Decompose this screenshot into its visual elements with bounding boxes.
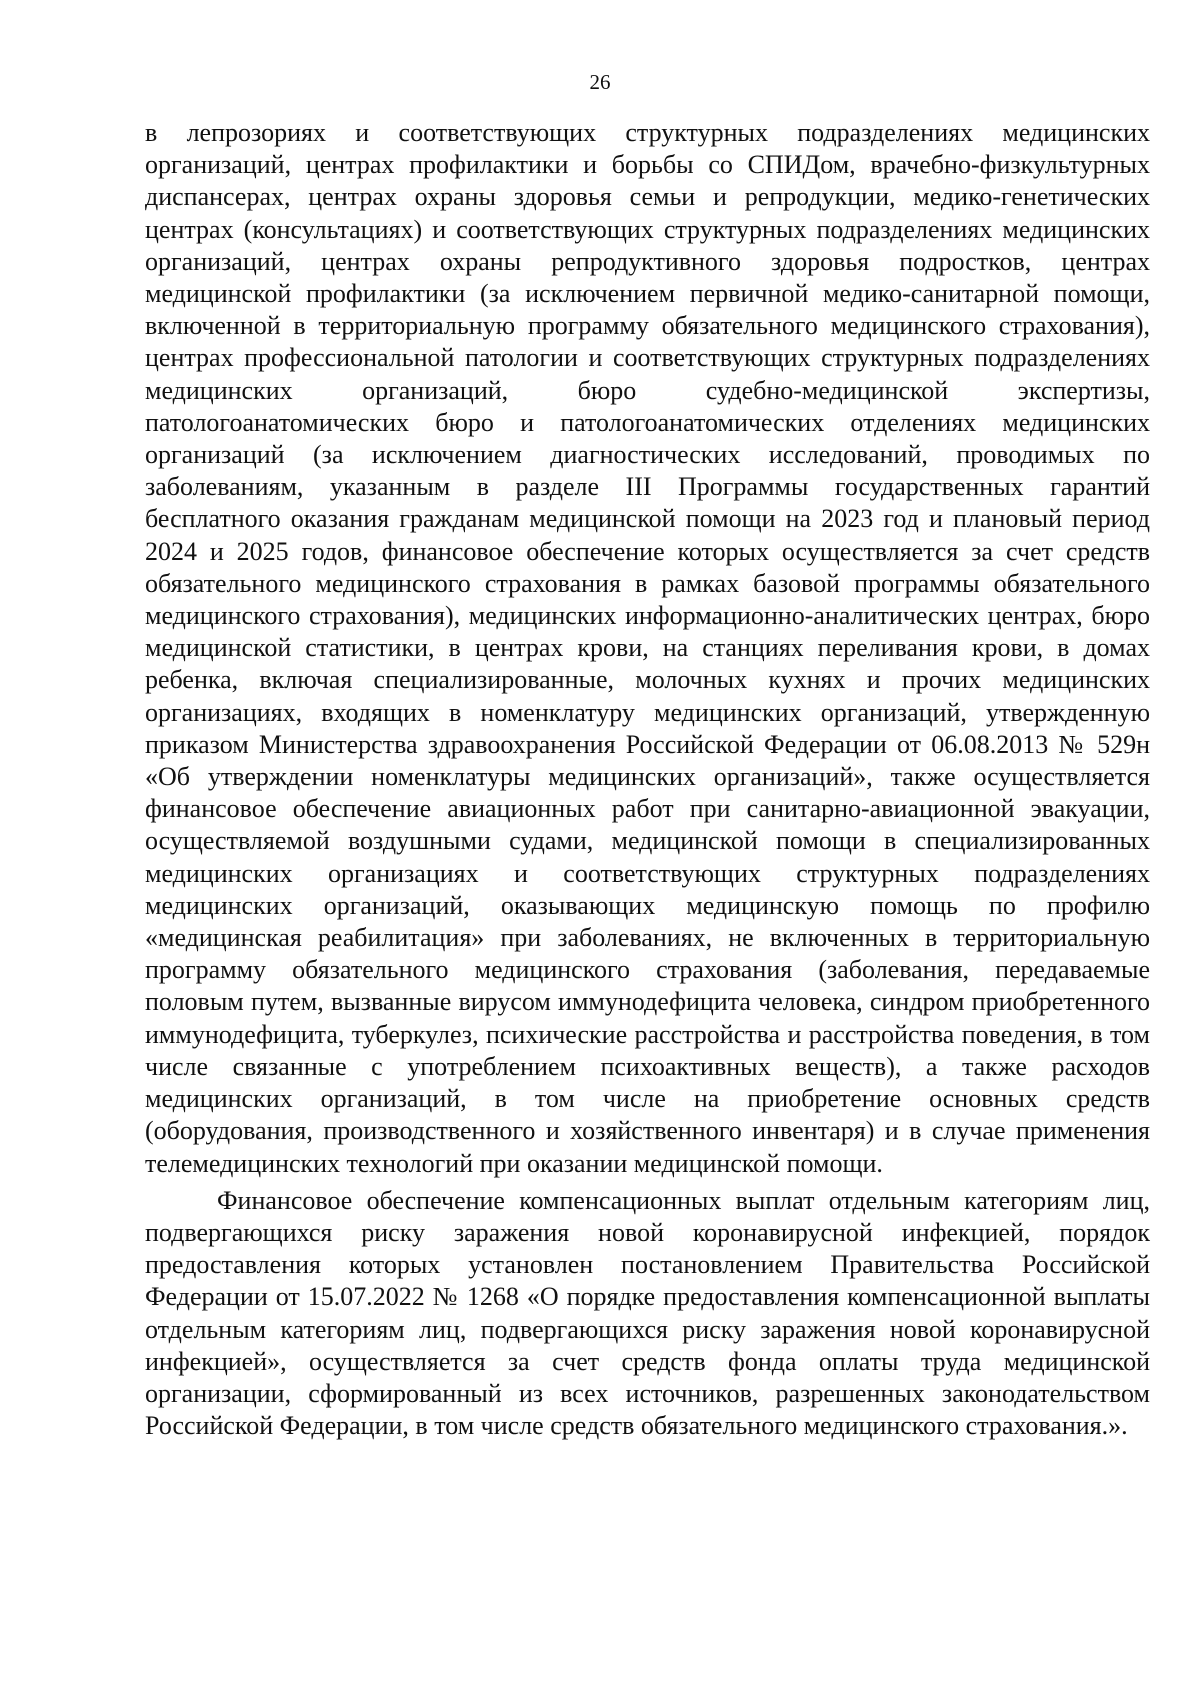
document-body [145, 117, 1150, 1442]
paragraph-continuation: в лепрозориях и соответствующих структурных подразделениях медицинских организаций, центрах профилактики и борьбы со СПИДом, врачебно-физкультурных диспансерах, центрах охраны здоровья семьи и репродукции, медико-генетических центрах (консультациях) и соответствующих структурных подразделениях медицинских организаций, центрах охраны репродуктивного здоровья подростков, центрах медицинской профилактики (за исключением первичной медико-санитарной помощи, включенной в территориальную программу обязательного медицинского страхования), центрах профессиональной патологии и соответствующих структурных подразделениях медицинских организаций, бюро судебно-медицинской экспертизы, патологоанатомических бюро и патологоанатомических отделениях медицинских организаций (за исключением диагностических исследований, проводимых по заболеваниям, указанным в разделе III Программы государственных гарантий бесплатного оказания гражданам медицинской помощи на 2023 год и плановый период 2024 и 2025 годов, финансовое обеспечение которых осуществляется за счет средств обязательного медицинского страхования в рамках базовой программы обязательного медицинского страхования), медицинских информационно-аналитических центрах, бюро медицинской статистики, в центрах крови, на станциях переливания крови, в домах ребенка, включая специализированные, молочных кухнях и прочих медицинских организациях, входящих в номенклатуру медицинских организаций, утвержденную приказом Министерства здравоохранения Российской Федерации от 06.08.2013 № 529н «Об утверждении номенклатуры медицинских организаций», также осуществляется финансовое обеспечение авиационных работ при санитарно-авиационной эвакуации, осуществляемой воздушными судами, медицинской помощи в специализированных медицинских организациях и соответствующих структурных подразделениях медицинских организаций, оказывающих медицинскую помощь по профилю «медицинская реабилитация» при заболеваниях, не включенных в территориальную программу обязательного медицинского страхования (заболевания, передаваемые половым путем, вызванные вирусом иммунодефицита человека, синдром приобретенного иммунодефицита, туберкулез, психические расстройства и расстройства поведения, в том числе связанные с употреблением психоактивных веществ), а также расходов медицинских организаций, в том числе на приобретение основных средств (оборудования, производственного и хозяйственного инвентаря) и в случае применения телемедицинских технологий при оказании медицинской помощи. [145, 118, 1150, 1178]
page-number: 26 [589, 70, 611, 94]
paragraph-compensation-payments: Финансовое обеспечение компенсационных выплат отдельным категориям лиц, подвергающихся риску заражения новой коронавирусной инфекцией, порядок предоставления которых установлен постановлением Правительства Российской Федерации от 15.07.2022 № 1268 «О порядке предоставления компенсационной выплаты отдельным категориям лиц, подвергающихся риску заражения новой коронавирусной инфекцией», осуществляется за счет средств фонда оплаты труда медицинской организации, сформированный из всех источников, разрешенных законодательством Российской Федерации, в том числе средств обязательного медицинского страхования.». [145, 1185, 1150, 1441]
